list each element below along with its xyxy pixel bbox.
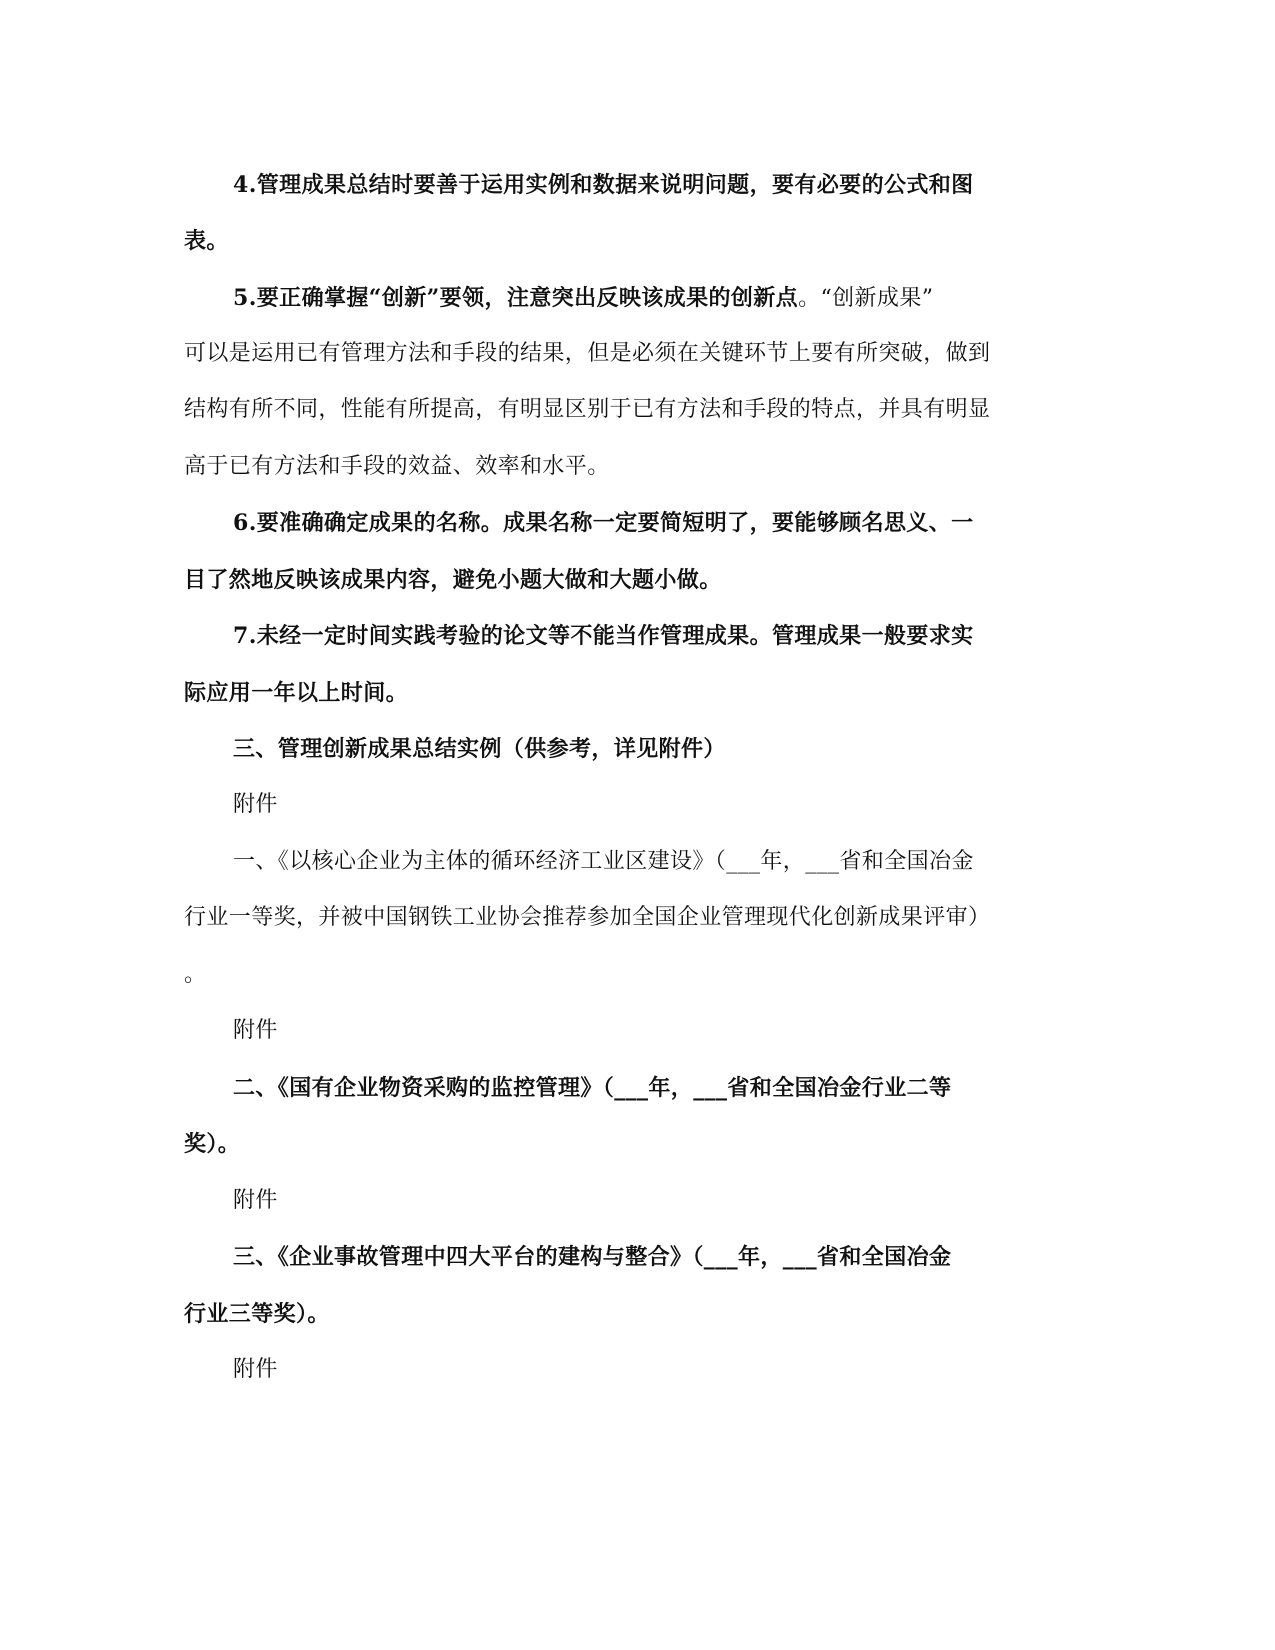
item4-line1: 4.管理成果总结时要善于运用实例和数据来说明问题，要有必要的公式和图	[233, 172, 974, 198]
example2-line2: 奖）。	[184, 1131, 241, 1157]
item5-line1	[233, 283, 933, 314]
item6-line2: 目了然地反映该成果内容，避免小题大做和大题小做。	[184, 567, 722, 593]
item5-line2: 可以是运用已有管理方法和手段的结果，但是必须在关键环节上要有所突破，做到	[184, 341, 991, 366]
attachment-label: 附件	[233, 1357, 278, 1382]
item7-line1: 7.未经一定时间实践考验的论文等不能当作管理成果。管理成果一般要求实	[233, 623, 974, 649]
example1-line2: 行业一等奖，并被中国钢铁工业协会推荐参加全国企业管理现代化创新成果评审）	[184, 905, 991, 930]
item7-line2: 际应用一年以上时间。	[184, 680, 409, 706]
example3-line2: 行业三等奖）。	[184, 1301, 330, 1327]
attachment-label: 附件	[233, 1188, 278, 1213]
example2-line1: 二、《国有企业物资采购的监控管理》（___年，___省和全国冶金行业二等	[233, 1075, 952, 1101]
item6-line1: 6.要准确确定成果的名称。成果名称一定要简短明了，要能够顾名思义、一	[233, 510, 974, 536]
item5-line4: 高于已有方法和手段的效益、效率和水平。	[184, 454, 610, 479]
item5-line1-normal: 。“创新成果”	[798, 286, 934, 311]
example1-line1: 一、《以核心企业为主体的循环经济工业区建设》（___年，___省和全国冶金	[233, 849, 974, 874]
item5-line3: 结构有所不同，性能有所提高，有明显区别于已有方法和手段的特点，并具有明显	[184, 397, 991, 422]
attachment-label: 附件	[233, 1018, 278, 1043]
attachment-label: 附件	[233, 792, 278, 817]
section3-heading: 三、管理创新成果总结实例（供参考，详见附件）	[233, 736, 726, 762]
example3-line1: 三、《企业事故管理中四大平台的建构与整合》（___年，___省和全国冶金	[233, 1244, 952, 1270]
item5-line1-bold: 5.要正确掌握“创新”要领，注意突出反映该成果的创新点	[233, 285, 799, 311]
item4-line2: 表。	[184, 228, 229, 254]
example1-line3: 。	[184, 962, 207, 987]
